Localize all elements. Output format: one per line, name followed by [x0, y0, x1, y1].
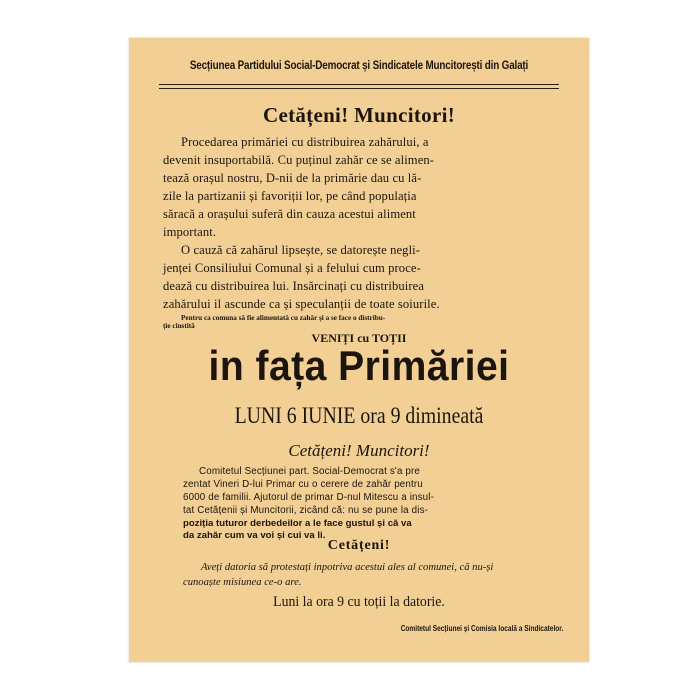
paragraph-3-line: da zahăr cum va voi și cui va li. — [183, 530, 326, 541]
paragraph-3-line: zentat Vineri D-lui Primar cu o cerere de zahăr pentru — [183, 479, 423, 490]
paragraph-4-line: Aveți datoria să protestați inpotriva acestui ales al comunei, că nu-și — [201, 562, 494, 573]
subtitle: Cetățeni! Muncitori! — [288, 441, 430, 460]
call-to-action: VENIȚI cu TOȚII — [311, 331, 407, 345]
header-rule-top — [159, 84, 559, 85]
small-note-line: Pentru ca comuna să fie alimentată cu zahăr și a se face o distribu- — [181, 314, 386, 322]
signature-footer: Comitetul Secțiunei și Comisia locală a Sindicatelor. — [400, 624, 563, 633]
protest-poster — [129, 38, 589, 662]
header-rule-bottom — [159, 88, 559, 89]
poster-header: Secțiunea Partidului Social-Democrat și Sindicatele Muncitorești din Galați — [189, 60, 529, 72]
paragraph-3-line: poziția tuturor derbedeilor a le face gustul și că va — [183, 518, 412, 529]
paragraph-1-line: săracă a orașului suferă din cauza acestui aliment — [163, 207, 416, 221]
paragraph-1-line: Procedarea primăriei cu distribuirea zahărului, a — [181, 135, 429, 149]
paragraph-3-line: tat Cetățenii și Muncitorii, zicând că: nu se pune la dis- — [183, 505, 429, 516]
subtitle-2: Cetățeni! — [327, 538, 391, 553]
paragraph-2-line: O cauză că zahărul lipsește, se datorește negli- — [181, 243, 421, 257]
paragraph-1-line: devenit insuportabilă. Cu puținul zahăr ce se alimen- — [163, 153, 435, 167]
paragraph-2-line: zahărului il ascunde ca și speculanții de toate soiurile. — [163, 297, 440, 311]
paragraph-1-line: important. — [163, 225, 217, 239]
paragraph-4-line: cunoaște misiunea ce-o are. — [183, 577, 302, 588]
poster-headline: in fața Primăriei — [208, 342, 510, 389]
paragraph-3-line: 6000 de familii. Ajutorul de primar D-nul Mitescu a insul- — [183, 492, 435, 503]
closing-line: Luni la ora 9 cu toții la datorie. — [273, 594, 445, 610]
small-note-line: ție cinstită — [163, 322, 195, 330]
date-line: LUNI 6 IUNIE ora 9 dimineată — [234, 403, 484, 428]
paragraph-2-line: dează cu distribuirea lui. Insărcinați cu distribuirea — [163, 279, 425, 293]
paragraph-1-line: zile la partizanii și favoriții lor, pe când populația — [163, 189, 417, 203]
paragraph-3-line: Comitetul Secțiunei part. Social-Democrat s'a pre — [199, 466, 421, 477]
paragraph-2-line: jenței Consiliului Comunal și a felului cum proce- — [163, 261, 421, 275]
paragraph-1-line: tează orașul nostru, D-nii de la primărie dau cu lă- — [163, 171, 422, 185]
poster-title: Cetățeni! Muncitori! — [262, 103, 456, 127]
